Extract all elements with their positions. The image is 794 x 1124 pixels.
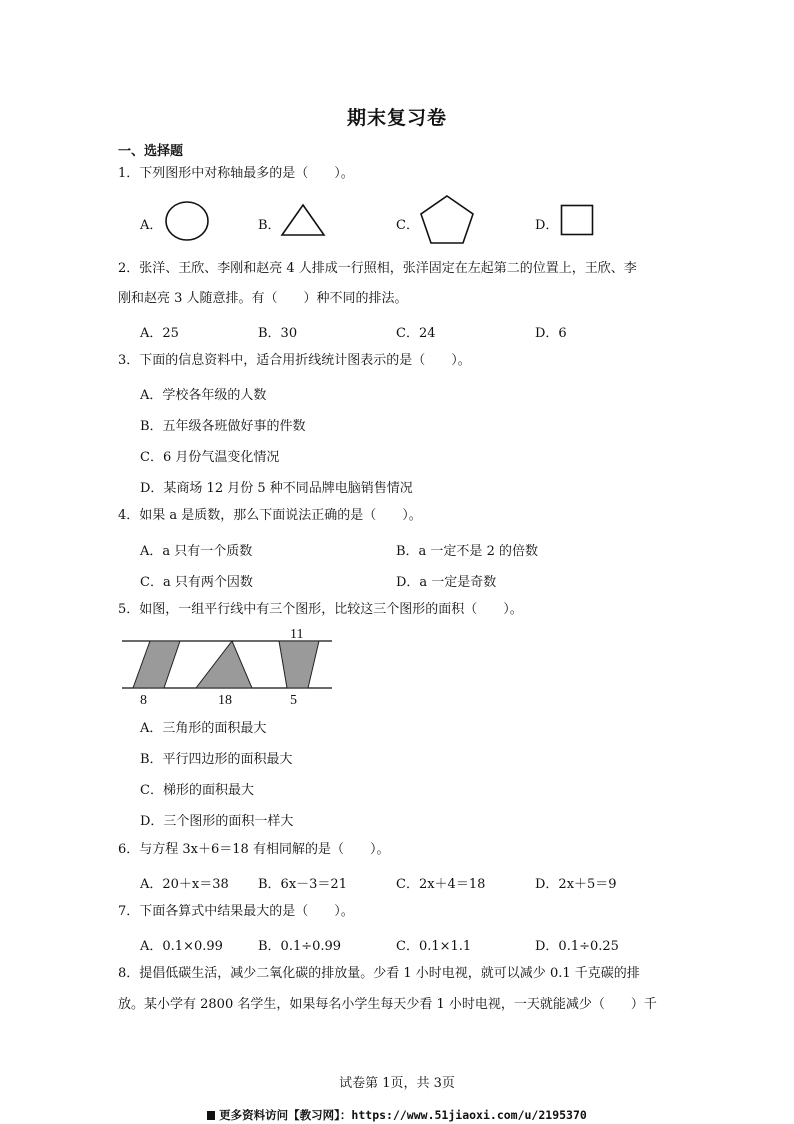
q3-option-a: A．学校各年级的人数	[140, 388, 267, 403]
parallelogram-shape	[133, 641, 180, 688]
q1-option-b: B．	[258, 218, 281, 233]
q4-option-b: B．a 一定不是 2 的倍数	[396, 544, 538, 559]
q6-option-c: C．2x＋4＝18	[396, 877, 486, 892]
question-2-line-1: 2．张洋、王欣、李刚和赵亮 4 人排成一行照相，张洋固定在左起第二的位置上，王欣、李	[118, 261, 637, 276]
question-8-line-2: 放。某小学有 2800 名学生，如果每名小学生每天少看 1 小时电视，一天就能减少（ ）千	[118, 997, 657, 1012]
q4-option-d: D．a 一定是奇数	[396, 575, 497, 590]
flag-icon	[207, 1111, 215, 1120]
triangle-figure	[196, 641, 252, 688]
pentagon-shape	[418, 193, 476, 245]
q7-option-d: D．0.1÷0.25	[535, 939, 619, 954]
question-8-line-1: 8．提倡低碳生活，减少二氧化碳的排放量。少看 1 小时电视，就可以减少 0.1 千克碳的排	[118, 966, 640, 981]
question-2-line-2: 刚和赵亮 3 人随意排。有（ ）种不同的排法。	[118, 291, 408, 306]
label-bottom-right: 5	[290, 693, 297, 708]
q4-option-c: C．a 只有两个因数	[140, 575, 253, 590]
q2-option-a: A．25	[140, 326, 179, 341]
banner-text[interactable]: 更多资料访问【教习网】：https://www.51jiaoxi.com/u/2195370	[219, 1108, 587, 1122]
q5-option-b: B．平行四边形的面积最大	[140, 752, 293, 767]
question-3-text: 3．下面的信息资料中，适合用折线统计图表示的是（ ）。	[118, 353, 471, 368]
q7-option-b: B．0.1÷0.99	[258, 939, 342, 954]
question-6-text: 6．与方程 3x＋6＝18 有相同解的是（ ）。	[118, 842, 390, 857]
label-bottom-left: 8	[140, 693, 147, 708]
q7-option-a: A．0.1×0.99	[140, 939, 223, 954]
q6-option-b: B．6x－3＝21	[258, 877, 347, 892]
label-bottom-mid: 18	[218, 693, 232, 708]
q1-option-c: C．	[396, 218, 419, 233]
question-7-text: 7．下面各算式中结果最大的是（ ）。	[118, 904, 354, 919]
question-1-text: 1．下列图形中对称轴最多的是（ ）。	[118, 166, 354, 181]
q7-option-c: C．0.1×1.1	[396, 939, 472, 954]
q2-option-d: D．6	[535, 326, 567, 341]
q4-option-a: A．a 只有一个质数	[140, 544, 253, 559]
page-title: 期末复习卷	[346, 107, 447, 129]
triangle-shape	[280, 202, 326, 238]
page-footer: 试卷第 1页，共 3页	[339, 1076, 455, 1091]
q1-option-a: A．	[140, 218, 163, 233]
square-shape	[560, 204, 594, 236]
resource-banner[interactable]	[0, 1107, 794, 1123]
q2-option-b: B．30	[258, 326, 298, 341]
section-heading: 一、选择题	[118, 144, 184, 159]
q5-option-d: D．三个图形的面积一样大	[140, 814, 294, 829]
q2-option-c: C．24	[396, 326, 436, 341]
q1-option-d: D．	[535, 218, 559, 233]
q3-option-c: C．6 月份气温变化情况	[140, 450, 280, 465]
question-4-text: 4．如果 a 是质数，那么下面说法正确的是（ ）。	[118, 508, 422, 523]
trapezoid-shape	[279, 641, 319, 688]
label-top: 11	[290, 627, 304, 642]
q3-option-d: D．某商场 12 月份 5 种不同品牌电脑销售情况	[140, 481, 413, 496]
q5-option-a: A．三角形的面积最大	[140, 721, 267, 736]
q3-option-b: B．五年级各班做好事的件数	[140, 419, 306, 434]
q6-option-a: A．20＋x＝38	[140, 877, 229, 892]
parallel-lines-figure	[118, 624, 338, 710]
q5-option-c: C．梯形的面积最大	[140, 783, 254, 798]
question-5-text: 5．如图，一组平行线中有三个图形，比较这三个图形的面积（ ）。	[118, 602, 523, 617]
circle-shape	[164, 200, 210, 244]
q6-option-d: D．2x＋5＝9	[535, 877, 617, 892]
